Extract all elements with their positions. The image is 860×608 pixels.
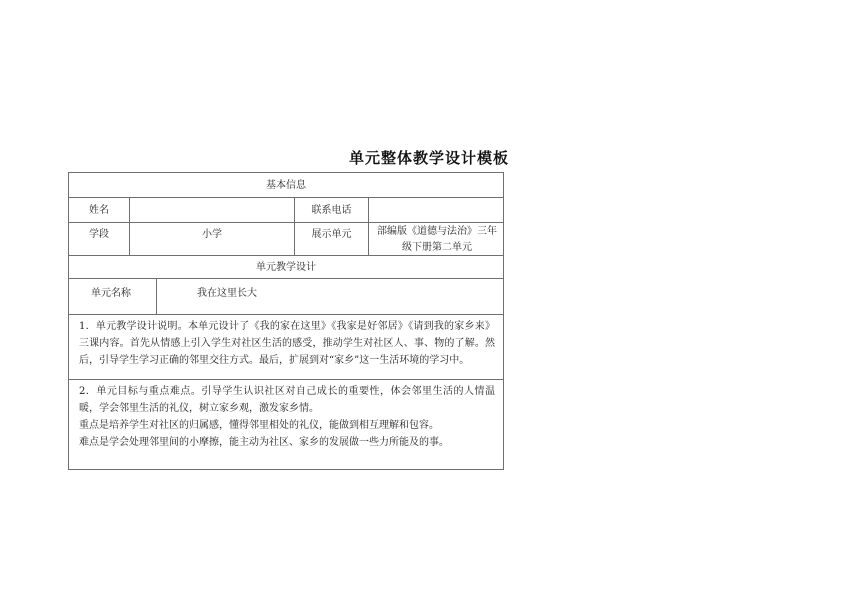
design-header: 单元教学设计 bbox=[68, 255, 504, 279]
design-explanation-text: 1．单元教学设计说明。本单元设计了《我的家在这里》《我家是好邻居》《请到我的家乡来》三课内容。首先从情感上引入学生对社区生活的感受，推动学生对社区人、事、物的了解。然后，引导学生学习正确的邻里交往方式。最后，扩展到对“家乡”这一生活环境的学习中。 bbox=[79, 321, 495, 366]
name-field[interactable] bbox=[129, 197, 295, 223]
name-label: 姓名 bbox=[68, 197, 130, 223]
design-template-table bbox=[68, 172, 504, 470]
key-point-text: 重点是培养学生对社区的归属感，懂得邻里相处的礼仪，能做到相互理解和包容。 bbox=[79, 420, 439, 431]
unit-name-label: 单元名称 bbox=[68, 278, 157, 315]
unit-value: 部编版《道德与法治》三年级下册第二单元 bbox=[368, 222, 504, 256]
unit-label: 展示单元 bbox=[294, 222, 369, 256]
unit-name-value: 我在这里长大 bbox=[156, 278, 504, 315]
stage-label: 学段 bbox=[68, 222, 130, 256]
difficulty-text: 难点是学会处理邻里间的小摩擦，能主动为社区、家乡的发展做一些力所能及的事。 bbox=[79, 437, 449, 448]
stage-value: 小学 bbox=[129, 222, 295, 256]
phone-label: 联系电话 bbox=[294, 197, 369, 223]
page-title: 单元整体教学设计模板 bbox=[349, 149, 510, 167]
goals-text: 2．单元目标与重点难点。引导学生认识社区对自己成长的重要性，体会邻里生活的人情温暖，学会邻里生活的礼仪，树立家乡观，激发家乡情。 bbox=[79, 386, 495, 414]
basic-info-header: 基本信息 bbox=[68, 172, 504, 198]
phone-field[interactable] bbox=[368, 197, 504, 223]
design-explanation-section bbox=[68, 314, 504, 380]
goals-section bbox=[68, 379, 504, 470]
